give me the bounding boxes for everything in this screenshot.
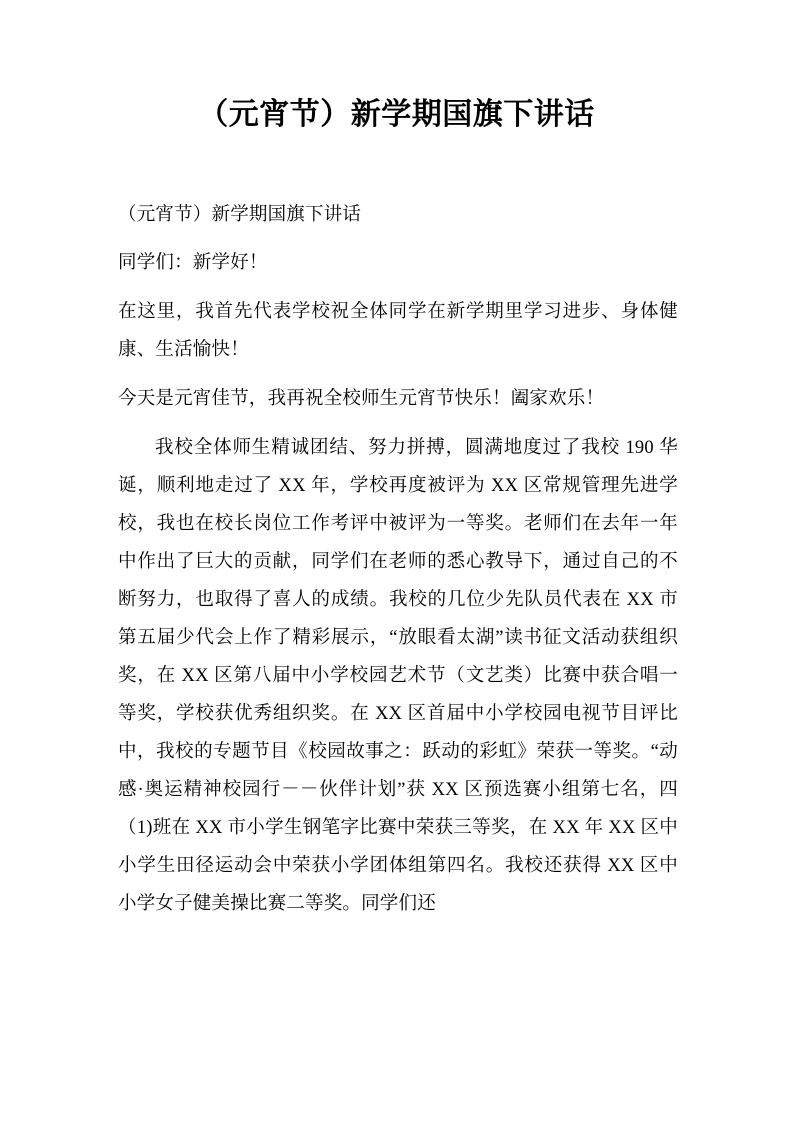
paragraph-festival: 今天是元宵佳节，我再祝全校师生元宵节快乐！阖家欢乐！ — [118, 389, 605, 409]
paragraph-greeting: 同学们：新学好！ — [118, 253, 268, 273]
document-body — [118, 196, 678, 934]
paragraph-heading-repeat: （元宵节）新学期国旗下讲话 — [118, 205, 362, 225]
paragraph-achievements: 我校全体师生精诚团结、努力拼搏，圆满地度过了我校 190 华诞，顺利地走过了 XX 年，学校再度被评为 XX 区常规管理先进学校，我也在校长岗位工作考评中被评为一等奖。老师们在去年一年中作出了巨大的贡献，同学们在老师的悉心教导下，通过自己的不断努力，也取得了喜人的成绩。我校的几位少先队员代表在 XX 市第五届少代会上作了精彩展示，“放眼看太湖”读书征文活动获组织奖，在 XX 区第八届中小学校园艺术节（文艺类）比赛中获合唱一等奖，学校获优秀组织奖。在 XX 区首届中小学校园电视节目评比中，我校的专题节目《校园故事之：跃动的彩虹》荣获一等奖。“动感·奥运精神校园行－－伙伴计划”获 XX 区预选赛小组第七名，四（1)班在 XX 市小学生钢笔字比赛中荣获三等奖，在 XX 年 XX 区中小学生田径运动会中荣获小学团体组第四名。我校还获得 XX 区中小学女子健美操比赛二等奖。同学们还 — [118, 438, 678, 914]
page-title: （元宵节）新学期国旗下讲话 — [198, 98, 595, 131]
paragraph-wishes: 在这里，我首先代表学校祝全体同学在新学期里学习进步、身体健康、生活愉快！ — [118, 302, 678, 360]
